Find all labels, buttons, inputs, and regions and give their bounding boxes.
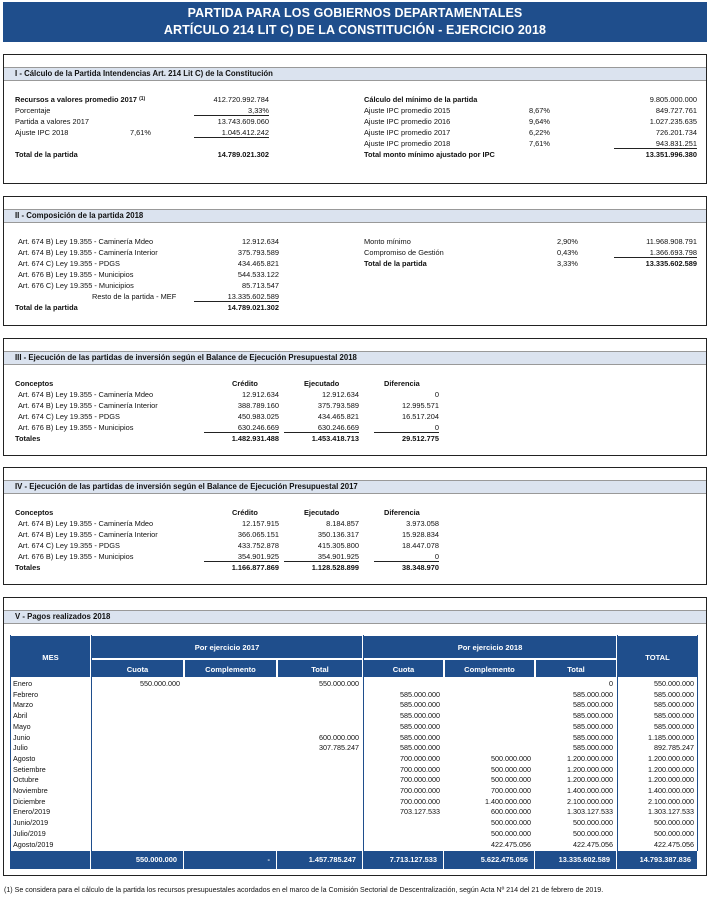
- exec-row-label: Art. 674 B) Ley 19.355 - Caminería Interior: [18, 530, 158, 539]
- col-cuota-2017: Cuota: [91, 659, 184, 678]
- cell-cuota-2018: 585.000.000: [400, 732, 440, 742]
- col-ej2017: Por ejercicio 2017: [91, 635, 363, 659]
- exec-row-diferencia: 18.447.078: [402, 541, 439, 550]
- cell-mes: Abril: [13, 711, 28, 721]
- col-complemento-2017: Complemento: [184, 659, 277, 678]
- composition-label: Art. 674 C) Ley 19.355 - PDGS: [18, 259, 120, 268]
- col-total-2018: Total: [535, 659, 617, 678]
- exec-row-ejecutado: 630.246.669: [284, 423, 359, 433]
- exec-row-diferencia: 15.928.834: [402, 530, 439, 539]
- report-title-line2: ARTÍCULO 214 LIT C) DE LA CONSTITUCIÓN - EJERCICIO 2018: [163, 23, 547, 37]
- col-ej2018: Por ejercicio 2018: [363, 635, 617, 659]
- totales-credito: 1.166.877.869: [231, 563, 279, 572]
- compromiso-value: 1.366.693.798: [614, 248, 697, 258]
- cell-complemento-2018: 500.000.000: [491, 818, 531, 828]
- cell-cuota-2018: 703.127.533: [400, 807, 440, 817]
- cell-mes: Enero/2019: [13, 807, 51, 817]
- ipc-row-value: 1.027.235.635: [649, 117, 697, 126]
- cell-cuota-2018: 585.000.000: [400, 700, 440, 710]
- cell-total-2018: 585.000.000: [573, 700, 613, 710]
- total-partida-label: Total de la partida: [15, 303, 78, 312]
- cell-cuota-2018: 700.000.000: [400, 764, 440, 774]
- cell-total-2017: 600.000.000: [319, 732, 359, 742]
- section-3-title: III - Ejecución de las partidas de inversión según el Balance de Ejecución Presupuestal 2018: [4, 351, 706, 365]
- cell-mes: Junio/2019: [13, 818, 49, 828]
- composition-label: Art. 676 C) Ley 19.355 - Municipios: [18, 281, 134, 290]
- cell-mes: Marzo: [13, 700, 33, 710]
- ipc-row-pct: 8,67%: [529, 106, 550, 115]
- cell-mes: Julio/2019: [13, 828, 46, 838]
- monto-minimo-pct: 2,90%: [557, 237, 578, 246]
- col-ejecutado: Ejecutado: [304, 379, 340, 388]
- exec-row-credito: 388.789.160: [237, 401, 279, 410]
- total-right-value: 13.335.602.589: [645, 259, 697, 268]
- cell-total-2018: 2.100.000.000: [567, 796, 613, 806]
- ipc-row-label: Ajuste IPC promedio 2015: [364, 106, 451, 115]
- exec-row-ejecutado: 354.901.925: [284, 552, 359, 562]
- exec-row-credito: 630.246.669: [204, 423, 279, 433]
- cell-cuota-2018: 585.000.000: [400, 711, 440, 721]
- cell-mes: Julio: [13, 743, 28, 753]
- totales-diferencia: 38.348.970: [402, 563, 439, 572]
- section-4-title: IV - Ejecución de las partidas de inversión según el Balance de Ejecución Presupuestal 2017: [4, 480, 706, 494]
- col-cuota-2018: Cuota: [363, 659, 444, 678]
- col-mes: MES: [10, 635, 91, 678]
- cell-total-2018: 0: [609, 679, 613, 688]
- cell-mes: Diciembre: [13, 796, 46, 806]
- ipc-row-value: 943.831.251: [614, 139, 697, 149]
- exec-row-label: Art. 674 C) Ley 19.355 - PDGS: [18, 412, 120, 421]
- compromiso-label: Compromiso de Gestión: [364, 248, 444, 257]
- exec-row-label: Art. 674 B) Ley 19.355 - Caminería Mdeo: [18, 390, 154, 399]
- footer-complemento-2017: -: [184, 851, 277, 869]
- table-rule: [10, 635, 11, 869]
- cell-mes: Octubre: [13, 775, 39, 785]
- footer-total: 14.793.387.836: [617, 851, 698, 869]
- table-rule: [697, 635, 698, 869]
- cell-cuota-2018: 700.000.000: [400, 786, 440, 795]
- ipc-row-label: Ajuste IPC promedio 2017: [364, 128, 451, 137]
- exec-row-label: Art. 676 B) Ley 19.355 - Municipios: [18, 423, 134, 432]
- resto-value: 13.335.602.589: [194, 292, 279, 302]
- cell-total: 1.200.000.000: [648, 764, 694, 774]
- section-2-title: II - Composición de la partida 2018: [4, 209, 706, 223]
- cell-total: 585.000.000: [654, 711, 694, 721]
- ipc-row-value: 726.201.734: [655, 128, 697, 137]
- recursos-value: 412.720.992.784: [213, 95, 269, 104]
- cell-mes: Mayo: [13, 721, 31, 731]
- cell-total: 1.200.000.000: [648, 775, 694, 785]
- cell-total: 500.000.000: [654, 828, 694, 838]
- composition-label: Art. 674 B) Ley 19.355 - Caminería Mdeo: [18, 237, 154, 246]
- cell-total-2017: 550.000.000: [319, 679, 359, 688]
- cell-total: 892.785.247: [654, 743, 694, 753]
- cell-complemento-2018: 500.000.000: [491, 764, 531, 774]
- total-right-label: Total de la partida: [364, 259, 427, 268]
- cell-total: 1.185.000.000: [648, 732, 694, 742]
- partida-label: Partida a valores 2017: [15, 117, 89, 126]
- cell-complemento-2018: 422.475.056: [491, 839, 531, 849]
- exec-row-ejecutado: 12.912.634: [322, 390, 359, 399]
- footnote: (1) Se considera para el cálculo de la partida los recursos presupuestales acordados en el marco de la Comisión Sectorial de Descentralización, según Acta Nº 214 del 21 de febrero de 2019.: [4, 886, 604, 894]
- exec-row-diferencia: 0: [374, 423, 439, 433]
- footer-complemento-2018: 5.622.475.056: [444, 851, 535, 869]
- col-conceptos: Conceptos: [15, 379, 54, 388]
- footer-total-2018: 13.335.602.589: [535, 851, 617, 869]
- col-total-2017: Total: [277, 659, 363, 678]
- total-minimo-label: Total monto mínimo ajustado por IPC: [364, 150, 495, 159]
- section-1-title: I - Cálculo de la Partida Intendencias Art. 214 Lit C) de la Constitución: [4, 67, 706, 81]
- section-1-box: [3, 54, 707, 184]
- exec-row-label: Art. 674 B) Ley 19.355 - Caminería Mdeo: [18, 519, 154, 528]
- cell-complemento-2018: 500.000.000: [491, 775, 531, 785]
- composition-label: Art. 676 B) Ley 19.355 - Municipios: [18, 270, 134, 279]
- section-5-title: V - Pagos realizados 2018: [4, 610, 706, 624]
- cell-mes: Agosto/2019: [13, 839, 54, 849]
- footer-cuota-2017: 550.000.000: [91, 851, 184, 869]
- cell-total-2018: 422.475.056: [573, 839, 613, 849]
- exec-row-credito: 12.157.915: [242, 519, 279, 528]
- cell-total: 550.000.000: [654, 679, 694, 688]
- cell-total-2018: 585.000.000: [573, 732, 613, 742]
- exec-row-diferencia: 3.973.058: [406, 519, 439, 528]
- totales-ejecutado: 1.128.528.899: [311, 563, 359, 572]
- col-total: TOTAL: [617, 635, 698, 678]
- exec-row-diferencia: 12.995.571: [402, 401, 439, 410]
- col-diferencia: Diferencia: [384, 508, 420, 517]
- cell-total: 2.100.000.000: [648, 796, 694, 806]
- cell-total-2018: 585.000.000: [573, 743, 613, 753]
- cell-complemento-2018: 1.400.000.000: [485, 796, 531, 806]
- exec-row-ejecutado: 415.305.800: [317, 541, 359, 550]
- cell-total: 1.303.127.533: [648, 807, 694, 817]
- composition-value: 434.465.821: [237, 259, 279, 268]
- exec-row-label: Art. 674 B) Ley 19.355 - Caminería Interior: [18, 401, 158, 410]
- totales-label: Totales: [15, 434, 41, 443]
- cell-complemento-2018: 500.000.000: [491, 753, 531, 763]
- section-3-box: [3, 338, 707, 456]
- porcentaje-label: Porcentaje: [15, 106, 51, 115]
- composition-value: 544.533.122: [237, 270, 279, 279]
- cell-total-2018: 585.000.000: [573, 689, 613, 699]
- cell-mes: Enero: [13, 679, 33, 688]
- ipc-row-pct: 9,64%: [529, 117, 550, 126]
- footer-cuota-2018: 7.713.127.533: [363, 851, 444, 869]
- partida-value: 13.743.609.060: [217, 117, 269, 126]
- cell-total-2018: 1.303.127.533: [567, 807, 613, 817]
- col-conceptos: Conceptos: [15, 508, 54, 517]
- report-title-line1: PARTIDA PARA LOS GOBIERNOS DEPARTAMENTALES: [187, 6, 523, 20]
- recursos-label: Recursos a valores promedio 2017 $^{(1)}$: [15, 95, 146, 104]
- cell-complemento-2018: 700.000.000: [491, 786, 531, 795]
- exec-row-diferencia: 0: [374, 552, 439, 562]
- cell-total: 422.475.056: [654, 839, 694, 849]
- cell-mes: Febrero: [13, 689, 39, 699]
- totales-diferencia: 29.512.775: [402, 434, 439, 443]
- total-minimo-value: 13.351.996.380: [645, 150, 697, 159]
- cell-total-2018: 1.200.000.000: [567, 753, 613, 763]
- porcentaje-value: 3,33%: [194, 106, 269, 116]
- cell-cuota-2017: 550.000.000: [140, 679, 180, 688]
- total-right-pct: 3,33%: [557, 259, 578, 268]
- cell-total-2018: 585.000.000: [573, 711, 613, 721]
- cell-complemento-2018: 600.000.000: [491, 807, 531, 817]
- exec-row-ejecutado: 8.184.857: [326, 519, 359, 528]
- col-complemento-2018: Complemento: [444, 659, 535, 678]
- ipc-row-label: Ajuste IPC promedio 2018: [364, 139, 451, 148]
- calc-minimo-label: Cálculo del mínimo de la partida: [364, 95, 478, 104]
- footer-total-2017: 1.457.785.247: [277, 851, 363, 869]
- ipc-row-pct: 6,22%: [529, 128, 550, 137]
- exec-row-diferencia: 16.517.204: [402, 412, 439, 421]
- cell-mes: Agosto: [13, 753, 36, 763]
- total-partida-label: Total de la partida: [15, 150, 78, 159]
- col-ejecutado: Ejecutado: [304, 508, 340, 517]
- exec-row-credito: 433.752.878: [237, 541, 279, 550]
- col-credito: Crédito: [232, 379, 258, 388]
- exec-row-label: Art. 674 C) Ley 19.355 - PDGS: [18, 541, 120, 550]
- cell-complemento-2018: 500.000.000: [491, 828, 531, 838]
- cell-total-2018: 500.000.000: [573, 818, 613, 828]
- compromiso-pct: 0,43%: [557, 248, 578, 257]
- payments-table: [10, 635, 698, 869]
- totales-credito: 1.482.931.488: [231, 434, 279, 443]
- calc-minimo-value: 9.805.000.000: [649, 95, 697, 104]
- exec-row-credito: 354.901.925: [204, 552, 279, 562]
- cell-total-2018: 1.400.000.000: [567, 786, 613, 795]
- totales-label: Totales: [15, 563, 41, 572]
- ajuste-value: 1.045.412.242: [194, 128, 269, 138]
- report-header: [3, 2, 707, 42]
- composition-value: 375.793.589: [237, 248, 279, 257]
- exec-row-credito: 12.912.634: [242, 390, 279, 399]
- composition-value: 12.912.634: [242, 237, 279, 246]
- cell-total-2017: 307.785.247: [319, 743, 359, 753]
- totales-ejecutado: 1.453.418.713: [311, 434, 359, 443]
- exec-row-ejecutado: 375.793.589: [317, 401, 359, 410]
- cell-total-2018: 1.200.000.000: [567, 764, 613, 774]
- cell-total-2018: 500.000.000: [573, 828, 613, 838]
- resto-label: Resto de la partida - MEF: [92, 292, 177, 301]
- monto-minimo-label: Monto mínimo: [364, 237, 411, 246]
- cell-total-2018: 585.000.000: [573, 721, 613, 731]
- exec-row-credito: 450.983.025: [237, 412, 279, 421]
- exec-row-credito: 366.065.151: [237, 530, 279, 539]
- table-rule: [91, 635, 92, 869]
- cell-cuota-2018: 585.000.000: [400, 721, 440, 731]
- cell-cuota-2018: 585.000.000: [400, 743, 440, 753]
- cell-total-2018: 1.200.000.000: [567, 775, 613, 785]
- cell-mes: Setiembre: [13, 764, 46, 774]
- ipc-row-value: 849.727.761: [655, 106, 697, 115]
- cell-cuota-2018: 700.000.000: [400, 753, 440, 763]
- section-2-box: [3, 196, 707, 326]
- composition-value: 85.713.547: [242, 281, 279, 290]
- ipc-row-pct: 7,61%: [529, 139, 550, 148]
- ajuste-label: Ajuste IPC 2018: [15, 128, 69, 137]
- exec-row-label: Art. 676 B) Ley 19.355 - Municipios: [18, 552, 134, 561]
- exec-row-ejecutado: 350.136.317: [317, 530, 359, 539]
- monto-minimo-value: 11.968.908.791: [646, 237, 697, 246]
- cell-total: 585.000.000: [654, 689, 694, 699]
- col-diferencia: Diferencia: [384, 379, 420, 388]
- total-partida-value: 14.789.021.302: [227, 303, 279, 312]
- ajuste-pct: 7,61%: [130, 128, 151, 137]
- cell-cuota-2018: 700.000.000: [400, 796, 440, 806]
- composition-label: Art. 674 B) Ley 19.355 - Caminería Interior: [18, 248, 158, 257]
- cell-mes: Noviembre: [13, 786, 48, 795]
- cell-total: 585.000.000: [654, 721, 694, 731]
- ipc-row-label: Ajuste IPC promedio 2016: [364, 117, 451, 126]
- cell-total: 585.000.000: [654, 700, 694, 710]
- cell-cuota-2018: 585.000.000: [400, 689, 440, 699]
- cell-total: 500.000.000: [654, 818, 694, 828]
- section-4-box: [3, 467, 707, 585]
- footer-mes: [10, 851, 91, 869]
- col-credito: Crédito: [232, 508, 258, 517]
- cell-cuota-2018: 700.000.000: [400, 775, 440, 785]
- exec-row-diferencia: 0: [434, 390, 439, 399]
- cell-total: 1.200.000.000: [648, 753, 694, 763]
- exec-row-ejecutado: 434.465.821: [317, 412, 359, 421]
- cell-mes: Junio: [13, 732, 31, 742]
- cell-total: 1.400.000.000: [648, 786, 694, 795]
- total-partida-value: 14.789.021.302: [217, 150, 269, 159]
